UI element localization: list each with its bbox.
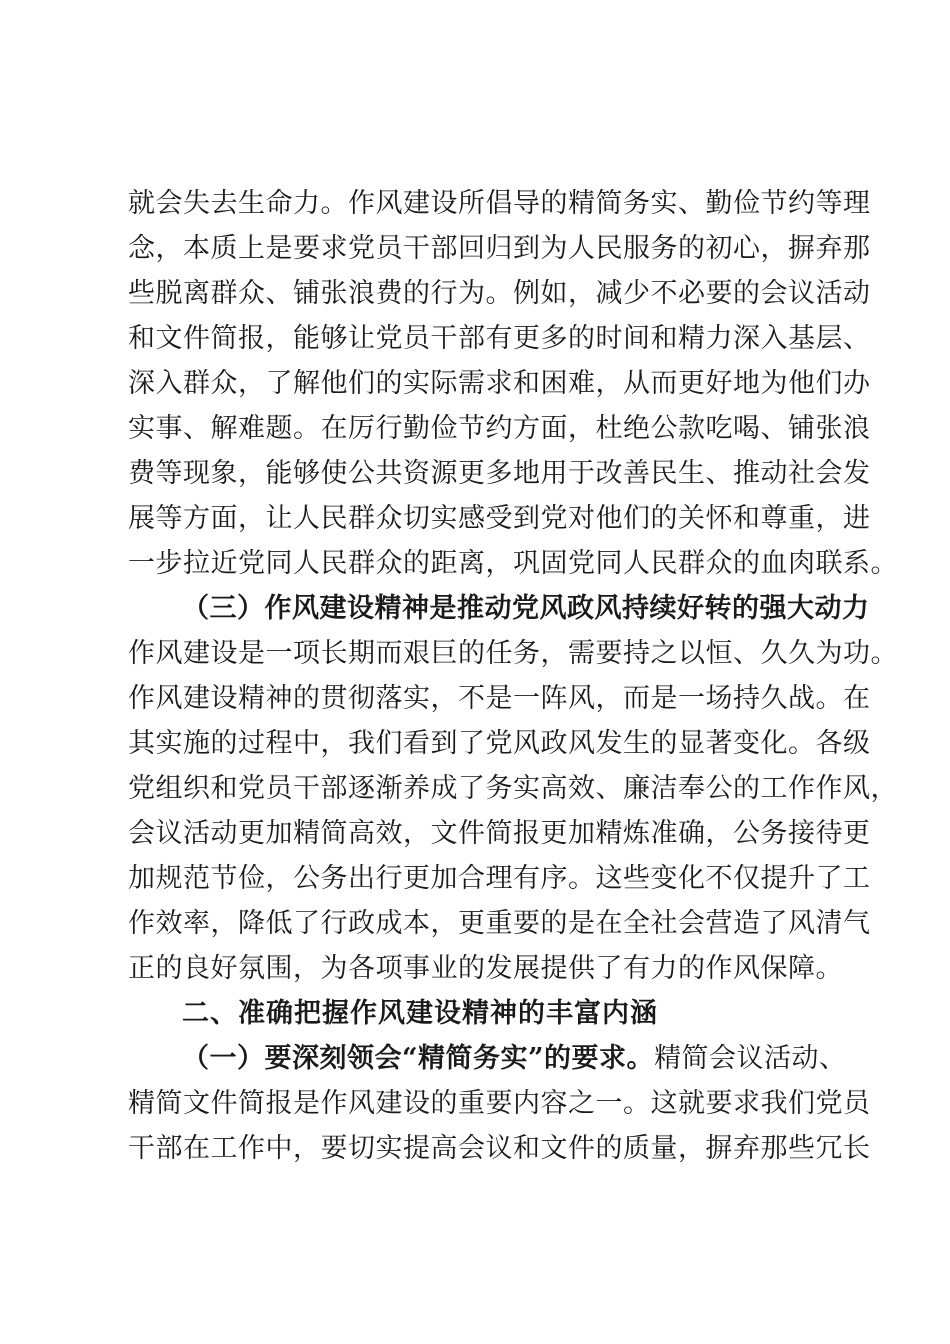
text-line: 精简文件简报是作风建设的重要内容之一。这就要求我们党员 [128,1088,871,1119]
text-line: 加规范节俭，公务出行更加合理有序。这些变化不仅提升了工 [128,863,871,894]
document-page [128,181,898,1171]
text-line: 和文件简报，能够让党员干部有更多的时间和精力深入基层、 [128,323,871,354]
text-line: 正的良好氛围，为各项事业的发展提供了有力的作风保障。 [128,953,843,984]
text-line: 就会失去生命力。作风建设所倡导的精简务实、勤俭节约等理 [128,188,871,219]
text-line: 些脱离群众、铺张浪费的行为。例如，减少不必要的会议活动 [128,278,871,309]
paragraph-party-style-progress [128,631,898,991]
text-line: 其实施的过程中，我们看到了党风政风发生的显著变化。各级 [128,728,871,759]
text-line: 会议活动更加精简高效，文件简报更加精炼准确，公务接待更 [128,818,871,849]
text-line: 作效率，降低了行政成本，更重要的是在全社会营造了风清气 [128,908,871,939]
text-line: 深入群众，了解他们的实际需求和困难，从而更好地为他们办 [128,368,871,399]
text-line: 作风建设是一项长期而艰巨的任务，需要持之以恒、久久为功。 [128,638,898,669]
text-line: 作风建设精神的贯彻落实，不是一阵风，而是一场持久战。在 [128,683,871,714]
text-line: 干部在工作中，要切实提高会议和文件的质量，摒弃那些冗长 [128,1133,871,1164]
text-line: 党组织和党员干部逐渐养成了务实高效、廉洁奉公的工作作风， [128,773,898,804]
paragraph-streamlined-practical [128,1036,871,1171]
text-line: 费等现象，能够使公共资源更多地用于改善民生、推动社会发 [128,458,871,489]
text-line [128,1036,847,1081]
text-line: 一步拉近党同人民群众的距离，巩固党同人民群众的血肉联系。 [128,548,898,579]
section-heading-2: 二、准确把握作风建设精神的丰富内涵 [182,998,658,1029]
subsection-lead-1: （一）要深刻领会“精简务实”的要求。 [182,1043,655,1074]
text-line: 实事、解难题。在厉行勤俭节约方面，杜绝公款吃喝、铺张浪 [128,413,871,444]
paragraph-people-connection [128,181,898,586]
subsection-heading-3: （三）作风建设精神是推动党风政风持续好转的强大动力 [182,593,870,624]
text-line: 念，本质上是要求党员干部回归到为人民服务的初心，摒弃那 [128,233,871,264]
text-line: 展等方面，让人民群众切实感受到党对他们的关怀和尊重，进 [128,503,871,534]
subsection-lead-rest: 精简会议活动、 [654,1043,847,1074]
